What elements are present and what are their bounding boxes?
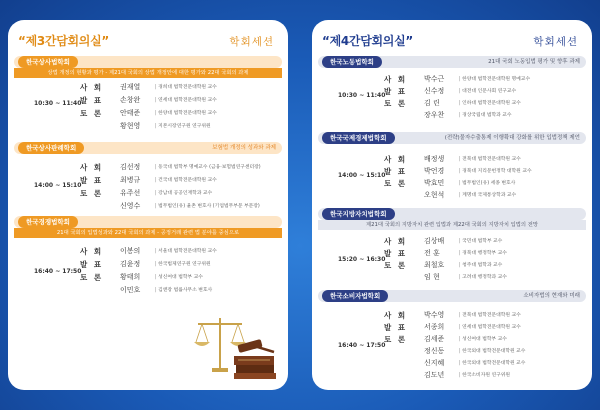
session-header [318, 132, 586, 144]
society-name: 한국상사판례학회 [18, 142, 84, 154]
session-section [8, 216, 288, 300]
participant-row: 이민호 | 김앤장 법률사무소 변호사 [8, 285, 288, 297]
session-topic: 상법 개정의 현황과 평가 - 제21대 국회의 상법 개정안에 대한 평가와 22대 국회의 과제 [14, 68, 282, 78]
participant-row: 사 회 김선정 | 동국대 법학부 명예교수 (금융·보험법연구센터장) [8, 162, 288, 174]
session-header [14, 142, 282, 154]
session-section [312, 290, 592, 390]
participant-row: 토 론 황태희 | 성신여대 법학부 교수 [8, 272, 288, 284]
participant-row: 정신동 | 한국외대 법학전문대학원 교수 [312, 346, 592, 358]
session-topic: 21대 국회의 입법성과와 22대 국회의 과제 - 공정거래 관련 법 분야를 중심으로 [14, 228, 282, 238]
participant-row: 사 회 김상배 | 국민대 법학부 교수 [312, 236, 592, 248]
session-topic: (전략)물자수출통제 이행확대 강화를 위한 입법정책 제언 [444, 135, 580, 141]
session-topic: 소비자법의 현재와 미래 [523, 293, 580, 299]
participant-row: 사 회 이봉의 | 서울대 법학전문대학원 교수 [8, 246, 288, 258]
panel-subtitle: 학회세션 [533, 36, 578, 48]
participant-row: 토 론 김 린 | 인하대 법학전문대학원 교수 [312, 98, 592, 110]
participant-row: 장우찬 | 경상국립대 법학과 교수 [312, 110, 592, 122]
session-topic: 보험법 개정의 성과와 과제 [212, 145, 276, 151]
participant-row: 오현석 | 계명대 국제통상학과 교수 [312, 190, 592, 202]
session-header [14, 56, 282, 68]
session-header [318, 56, 586, 68]
participant-row: 토 론 최철호 | 청주대 법학과 교수 [312, 260, 592, 272]
panel-title: “제4간담회의실” [322, 34, 413, 48]
session-topic: 21대 국회 노동입법 평가 및 향후 과제 [488, 59, 580, 65]
participant-row: 황현영 | 지본시장연구원 연구위원 [8, 121, 288, 133]
session-time: 10:30 ~ 11:40 [338, 92, 386, 99]
participant-row: 사 회 배정생 | 전북대 법학전문대학원 교수 [312, 154, 592, 166]
session-topic: 제21대 국회의 지방자치 관련 입법과 제22대 국회의 지방자치 입법의 전망 [318, 220, 586, 230]
session-section [312, 208, 592, 288]
society-name: 한국노동법학회 [322, 56, 382, 68]
participant-row: 발 표 손창완 | 연세대 법학전문대학원 교수 [8, 95, 288, 107]
session-panel-room-3 [8, 20, 288, 390]
session-header [14, 216, 282, 228]
participant-row: 신영수 | 법무법인(유) 율촌 변호사 (기업법무부문 부문장) [8, 201, 288, 213]
participant-row: 토 론 안태준 | 한양대 법학전문대학원 교수 [8, 108, 288, 120]
session-time: 14:00 ~ 15:10 [338, 172, 386, 179]
society-name: 한국지방자치법학회 [322, 208, 395, 220]
session-header [318, 290, 586, 302]
session-time: 15:20 ~ 16:30 [338, 256, 386, 263]
participant-row: 토 론 박효민 | 법무법인(유) 세종 변호사 [312, 178, 592, 190]
participant-row: 발 표 서종희 | 연세대 법학전문대학원 교수 [312, 322, 592, 334]
participant-row: 발 표 신수정 | 대전대 인문사회 연구교수 [312, 86, 592, 98]
session-section [312, 132, 592, 204]
participant-row: 신지혜 | 한국외대 법학전문대학원 교수 [312, 358, 592, 370]
panel-title: “제3간담회의실” [18, 34, 109, 48]
participant-row: 사 회 권재열 | 경희대 법학전문대학원 교수 [8, 82, 288, 94]
society-name: 한국국제경제법학회 [322, 132, 395, 144]
participant-row: 발 표 전 훈 | 경북대 행정학부 교수 [312, 248, 592, 260]
gavel-books-icon [190, 312, 280, 382]
society-name: 한국상사법학회 [18, 56, 78, 68]
society-name: 한국소비자법학회 [322, 290, 388, 302]
participant-row: 사 회 박수영 | 전북대 법학전문대학원 교수 [312, 310, 592, 322]
participant-row: 김도년 | 한국소비자원 연구위원 [312, 370, 592, 382]
participant-row: 발 표 박언경 | 경북대 지리문헌정학 대학원 교수 [312, 166, 592, 178]
participant-row: 토 론 김세준 | 성신여대 법학부 교수 [312, 334, 592, 346]
participant-row: 토 론 유주선 | 강남대 공공인재학과 교수 [8, 188, 288, 200]
session-panel-room-4 [312, 20, 592, 390]
participant-row: 발 표 김윤정 | 한국법제연구원 연구위원 [8, 259, 288, 271]
session-header [318, 208, 586, 220]
session-section [8, 142, 288, 216]
session-time: 16:40 ~ 17:50 [338, 342, 386, 349]
participant-row: 발 표 최병규 | 건국대 법학전문대학원 교수 [8, 175, 288, 187]
panel-subtitle: 학회세션 [229, 36, 274, 48]
session-time: 10:30 ~ 11:40 [34, 100, 82, 107]
session-section [312, 56, 592, 124]
participant-row: 임 현 | 고려대 행정학과 교수 [312, 272, 592, 284]
society-name: 한국경쟁법학회 [18, 216, 78, 228]
session-time: 14:00 ~ 15:10 [34, 182, 82, 189]
session-time: 16:40 ~ 17:50 [34, 268, 82, 275]
participant-row: 사 회 박수근 | 한양대 법학전문대학원 명예교수 [312, 74, 592, 86]
session-section [8, 56, 288, 138]
